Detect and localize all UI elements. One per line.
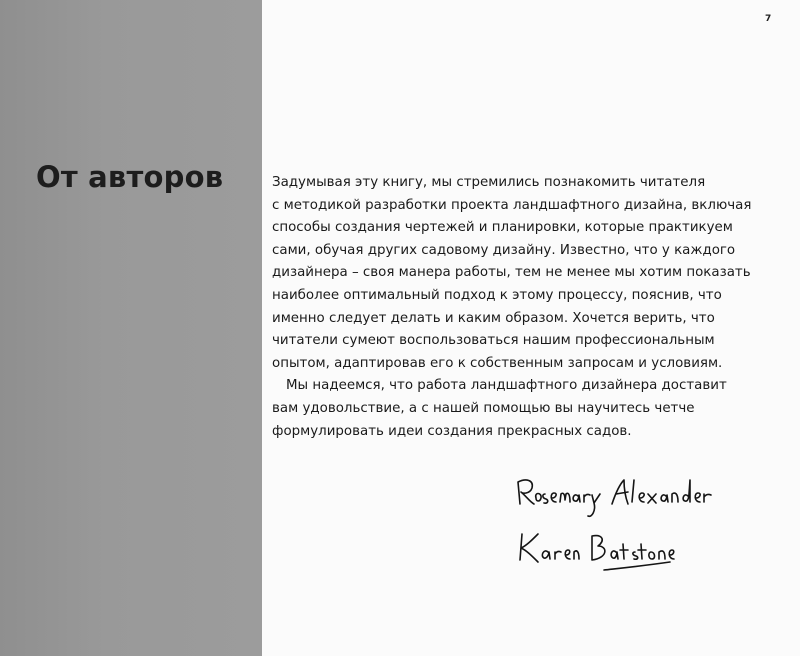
text-line: Задумывая эту книгу, мы стремились познакомить читателя xyxy=(272,175,706,190)
signature-karen-batstone xyxy=(512,522,682,578)
text-line: формулировать идеи создания прекрасных садов. xyxy=(272,423,632,439)
text-line: опытом, адаптировав его к собственным запросам и условиям. xyxy=(272,355,723,371)
text-line: сами, обучая других садовому дизайну. Известно, что у каждого xyxy=(272,242,736,258)
preface-paragraph xyxy=(272,172,752,443)
page-number: 7 xyxy=(765,14,772,24)
section-heading: От авторов xyxy=(36,160,224,194)
text-line: дизайнера – своя манера работы, тем не менее мы хотим показать xyxy=(272,265,751,281)
text-line: наиболее оптимальный подход к этому процессу, пояснив, что xyxy=(272,287,722,303)
text-line: способы создания чертежей и планировки, которые практикуем xyxy=(272,220,733,236)
gray-margin-band xyxy=(0,0,262,656)
text-line: Мы надеемся, что работа ландшафтного дизайнера доставит xyxy=(286,378,727,394)
text-line: именно следует делать и каким образом. Хочется верить, что xyxy=(272,310,715,326)
text-line: читатели сумеют воспользоваться нашим профессиональным xyxy=(272,333,715,349)
text-line: с методикой разработки проекта ландшафтного дизайна, включая xyxy=(272,197,752,213)
text-line: вам удовольствие, а с нашей помощью вы научитесь четче xyxy=(272,400,695,416)
signature-rosemary-alexander xyxy=(512,470,722,528)
